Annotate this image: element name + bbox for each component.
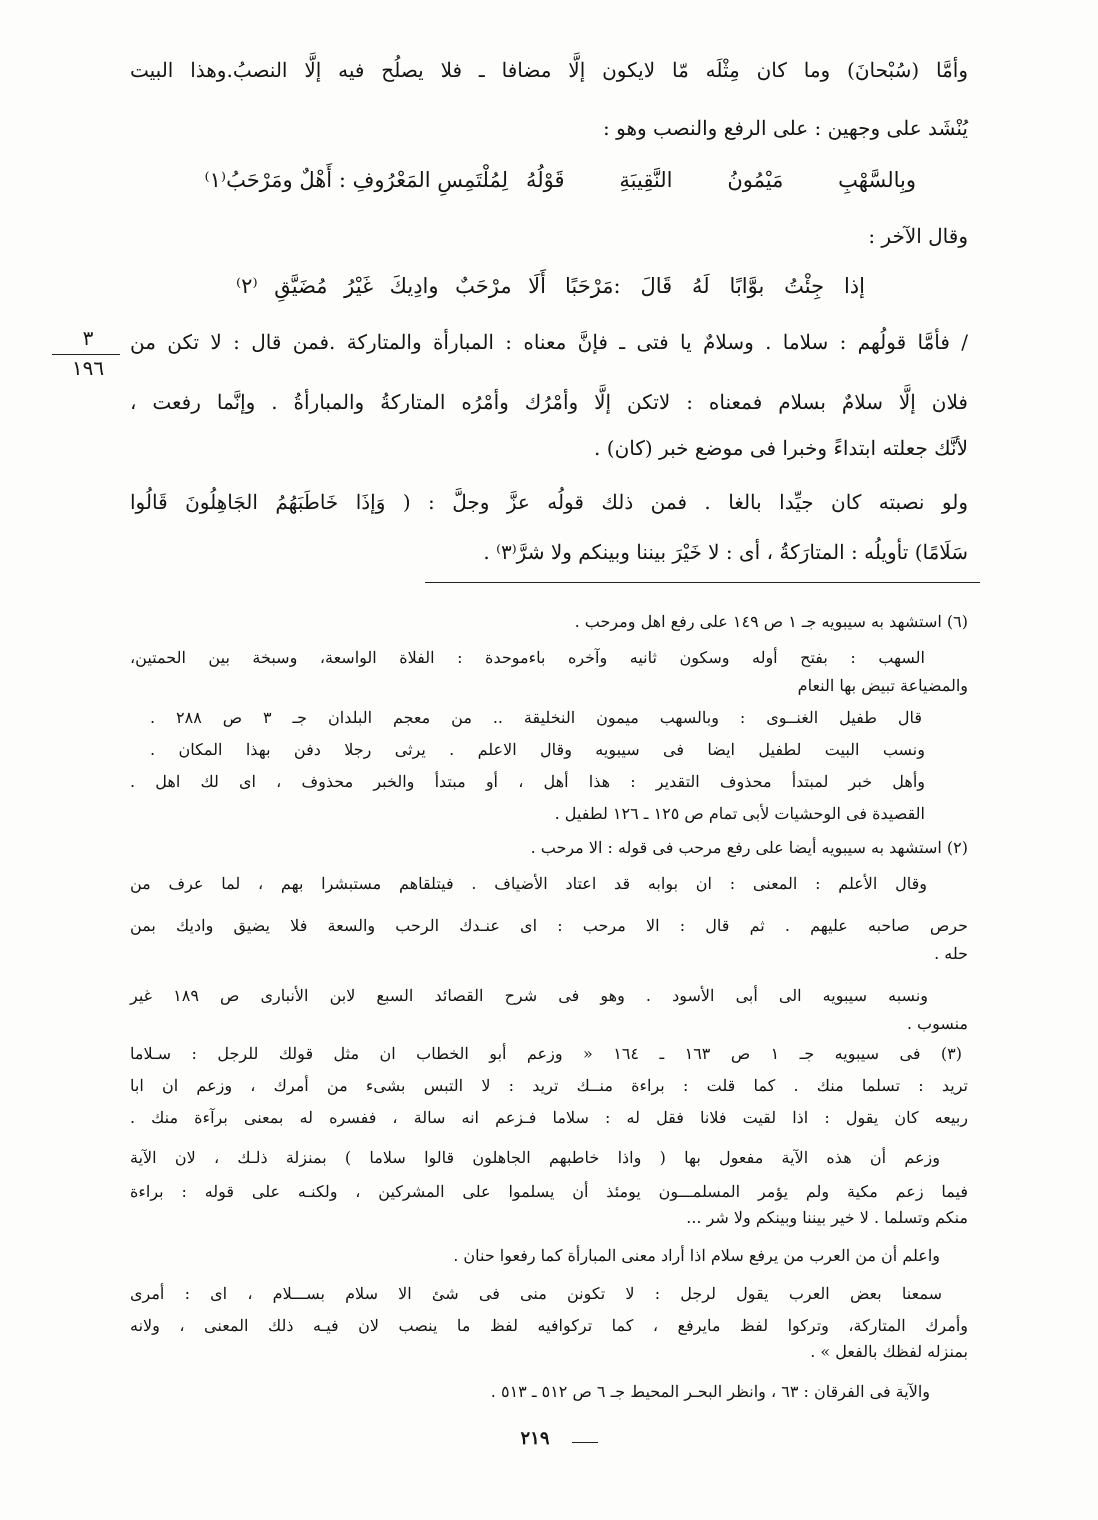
page-number-dash [572,1442,598,1443]
main-text-line: يُنْشَد على وجهين : على الرفع والنصب وهو : [603,116,968,140]
verse-hemistich: أَلَا مرْحَبٌ وادِيكَ غَيْرُ مُضَيَّقِ ⁽٢⁾ [236,274,546,298]
footnote-line: وزعم أن هذه الآية مفعول بها ( واذا خاطبهم الجاهلون قالوا سلاما ) بمنزلة ذلـك ، لان الآية [130,1148,940,1167]
verse-hemistich: إذا جِئْتُ بوَّابًا لَهُ قَالَ :مَرْحَبًا [565,274,865,298]
footnote-line: السهب : بفتح أوله وسكون ثانيه وآخره باءموحدة : الفلاة الواسعة، وسبخة بين الحمتين، [130,648,925,667]
footnote-line: سمعنا بعض العرب يقول لرجل : لا تكونن منى فى شئ الا سلام بســـلام ، اى : أمرى [130,1284,942,1303]
footnote-line: (٢) استشهد به سيبويه أيضا على رفع مرحب فى قوله : الا مرحب . [530,838,968,857]
margin-reference-top: ٣ [82,326,94,350]
footnote-line: واعلم أن من العرب من يرفع سلام اذا أراد معنى المبارأة كما رفعوا حنان . [453,1246,940,1265]
footnote-line: والآية فى الفرقان : ٦٣ ، وانظر البحـر المحيط جـ ٦ ص ٥١٢ ـ ٥١٣ . [490,1382,930,1401]
footnote-line: حله . [934,944,968,963]
verse-hemistich: وبِالسَّهْبِ مَيْمُونُ النَّقِيبَةِ قَوْلُهُ [526,168,916,192]
margin-reference-divider [52,354,120,355]
footnote-line: وأهل خبر لمبتدأ محذوف التقدير : هذا أهل ، أو مبتدأ والخبر محذوف ، اى لك اهل . [130,772,926,791]
main-text-line: سَلَامًا) تأويلُه : المتارَكةُ ، أى : لا خَيْرَ بيننا وبينكم ولا شرَّ⁽٣⁾ . [483,540,968,564]
page-number: ٢١٩ [520,1428,550,1449]
main-text-line: وقال الآخر : [868,224,968,248]
footnote-line: (٦) استشهد به سيبويه جـ ١ ص ١٤٩ على رفع اهل ومرحب . [574,612,968,631]
footnote-line: منكم وتسلما . لا خير بيننا وبينكم ولا شر ... [686,1208,968,1227]
footnote-line: ونسب البيت لطفيل ايضا فى سيبويه وقال الاعلم . يرثى رجلا دفن بهذا المكان . [150,740,925,759]
footnote-line: (٣) فى سيبويه جـ ١ ص ١٦٣ ـ ١٦٤ « وزعم أبو الخطاب ان مثل قولك للرجل : سـلاما [130,1044,962,1063]
footnote-line: ونسبه سيبويه الى أبى الأسود . وهو فى شرح القصائد السبع لابن الأنبارى ص ١٨٩ غير [130,986,929,1005]
verse-hemistich: لِمُلْتَمِسِ المَعْرُوفِ : أَهْلٌ ومَرْحَبُ⁽١⁾ [204,168,508,192]
footnote-line: بمنزله لفظك بالفعل » . [810,1342,968,1361]
footnote-line: قال طفيل الغنــوى : وبالسهب ميمون النخليقة .. من معجم البلدان جـ ٣ ص ٢٨٨ . [150,708,923,727]
main-text-line: ولو نصبته كان جيِّدا بالغا . فمن ذلك قولُه عزَّ وجلَّ : ( وَإذَا خَاطَبَهُمُ الجَاهِلُونَ قَالُوا [130,490,968,514]
footnote-line: القصيدة فى الوحشيات لأبى تمام ص ١٢٥ ـ ١٢٦ لطفيل . [554,804,925,823]
footnote-line: فيما زعم مكية ولم يؤمر المسلمـــون يومئذ أن يسلموا على المشركين ، ولكنـه على قوله : براءة [130,1182,968,1201]
footnote-separator [425,582,980,583]
main-text-line: / فأمَّا قولُهم : سلاما . وسلامٌ يا فتى ـ فإنَّ معناه : المبارأة والمتاركة .فمن قال : لا تكن من [130,330,968,354]
main-text-line: وأمَّا (سُبْحانَ) وما كان مِثْلَه مّا لايكون إلَّا مضافا ـ فلا يصلُح فيه إلَّا النصبُ.وهذا البيت [130,58,968,82]
margin-reference-bottom: ١٩٦ [71,356,105,380]
footnote-line: وقال الأعلم : المعنى : ان بوابه قد اعتاد الأضياف . فيتلقاهم مستبشرا بهم ، لما عرف من [130,874,927,893]
footnote-line: وأمرك المتاركة، وتركوا لفظ مايرفع ، كما تركوافيه لفظ ما ينصب لان فيـه ذلك المعنى ، ولانه [130,1316,968,1335]
main-text-line: لأنَّك جعلته ابتداءً وخبرا فى موضع خبر (كان) . [594,436,968,460]
footnote-line: والمضياعة تبيض بها النعام [797,676,968,695]
footnote-line: منسوب . [906,1014,968,1033]
footnote-line: حرص صاحبه عليهم . ثم قال : الا مرحب : اى عنـدك الرحب والسعة فلا يضيق واديك بمن [130,916,968,935]
main-text-line: فلان إلَّا سلامٌ بسلام فمعناه : لاتكن إلَّا وأمْرُك وأمْرُه المتاركةُ والمبارأةُ . وإنَّما رفعت ، [130,390,968,414]
footnote-line: تريد : تسلما منك . كما قلت : براءة منــك تريد : لا التبس بشىء من أمرك ، وزعم ان ابا [130,1076,968,1095]
footnote-line: ربيعه كان يقول : اذا لقيت فلانا فقل له : سلاما فـزعم انه سالة ، ففسره له بمعنى برآءة منك . [130,1108,968,1127]
